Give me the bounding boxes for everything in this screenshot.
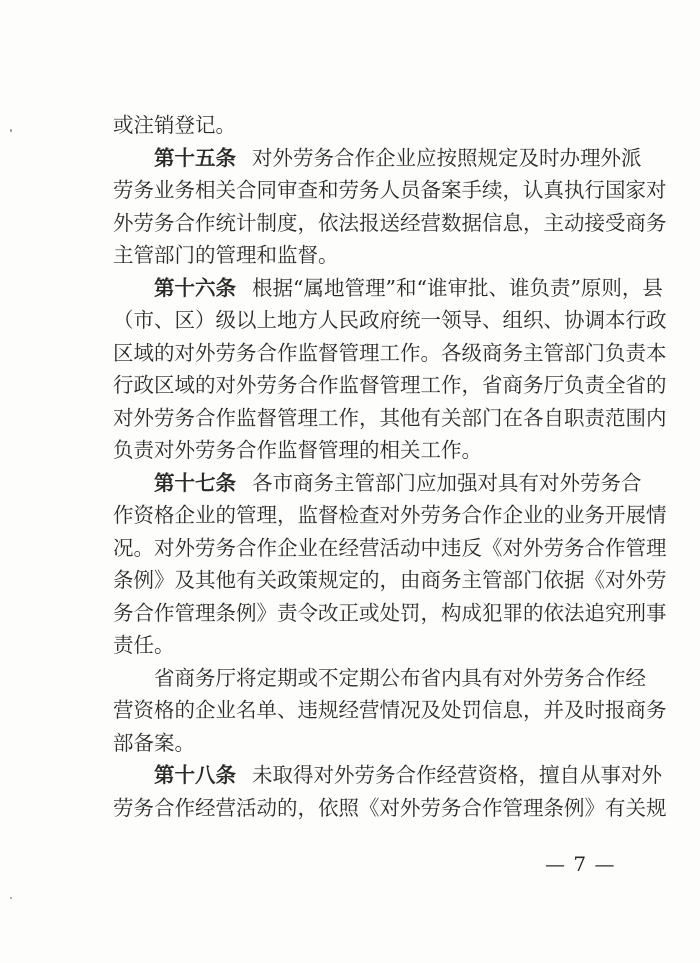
line-text: 未取得对外劳务合作经营资格，擅自从事对外 [252,763,662,787]
text-line [113,564,667,597]
text-line [113,434,613,467]
line-text: 外劳务合作统计制度，依法报送经营数据信息，主动接受商务 [113,210,667,235]
line-text: 责任。 [113,633,175,657]
line-text: 劳务合作经营活动的，依照《对外劳务合作管理条例》有关规 [113,795,667,820]
text-line [113,597,667,630]
text-line [113,532,667,565]
line-text: 对外劳务合作企业应按照规定及时办理外派 [252,145,642,170]
line-text: 行政区域的对外劳务合作监督管理工作，省商务厅负责全省的 [113,373,667,397]
line-text: 部备案。 [113,730,195,755]
text-line [113,694,667,727]
text-line [113,499,667,532]
line-text: （市、区）级以上地方人民政府统一领导、组织、协调本行政 [113,308,667,332]
scan-mark [10,129,12,132]
text-line [113,304,667,337]
text-line [113,402,667,435]
scan-mark [10,897,12,899]
article-label: 第十五条 [154,145,236,170]
text-line [113,207,667,240]
text-line [113,239,613,272]
page-number: — 7 — [545,852,616,876]
line-text: 务合作管理条例》责令改正或处罚，构成犯罪的依法追究刑事 [113,600,667,625]
article-label: 第十七条 [154,470,236,495]
text-line [113,792,667,825]
line-text: 营资格的企业名单、违规经营情况及处罚信息，并及时报商务 [113,698,667,722]
line-text: 作资格企业的管理，监督检查对外劳务合作企业的业务开展情 [113,503,667,527]
text-line [113,109,613,142]
line-text: 负责对外劳务合作监督管理的相关工作。 [113,438,482,462]
body-text [113,109,667,824]
article-heading-line [113,759,662,792]
article-heading-line [113,467,642,500]
text-line [113,629,613,662]
text-line [113,174,667,207]
text-line [113,662,646,695]
line-text: 各市商务主管部门应加强对具有对外劳务合 [252,470,642,495]
line-text: 主管部门的管理和监督。 [113,243,339,267]
line-text: 区域的对外劳务合作监督管理工作。各级商务主管部门负责本 [113,340,667,365]
line-text: 根据“属地管理”和“谁审批、谁负责”原则，县 [252,275,663,300]
line-text: 或注销登记。 [113,113,236,137]
text-line [113,727,613,760]
line-text: 省商务厅将定期或不定期公布省内具有对外劳务合作经 [154,665,646,690]
article-heading-line [113,142,642,175]
article-label: 第十六条 [154,275,236,300]
article-heading-line [113,272,663,305]
text-line [113,337,667,370]
line-text: 条例》及其他有关政策规定的，由商务主管部门依据《对外劳 [113,568,667,592]
line-text: 劳务业务相关合同审查和劳务人员备案手续，认真执行国家对 [113,178,667,202]
article-label: 第十八条 [154,763,236,787]
text-line [113,369,667,402]
line-text: 对外劳务合作监督管理工作，其他有关部门在各自职责范围内 [113,405,667,430]
line-text: 况。对外劳务合作企业在经营活动中违反《对外劳务合作管理 [113,535,667,560]
